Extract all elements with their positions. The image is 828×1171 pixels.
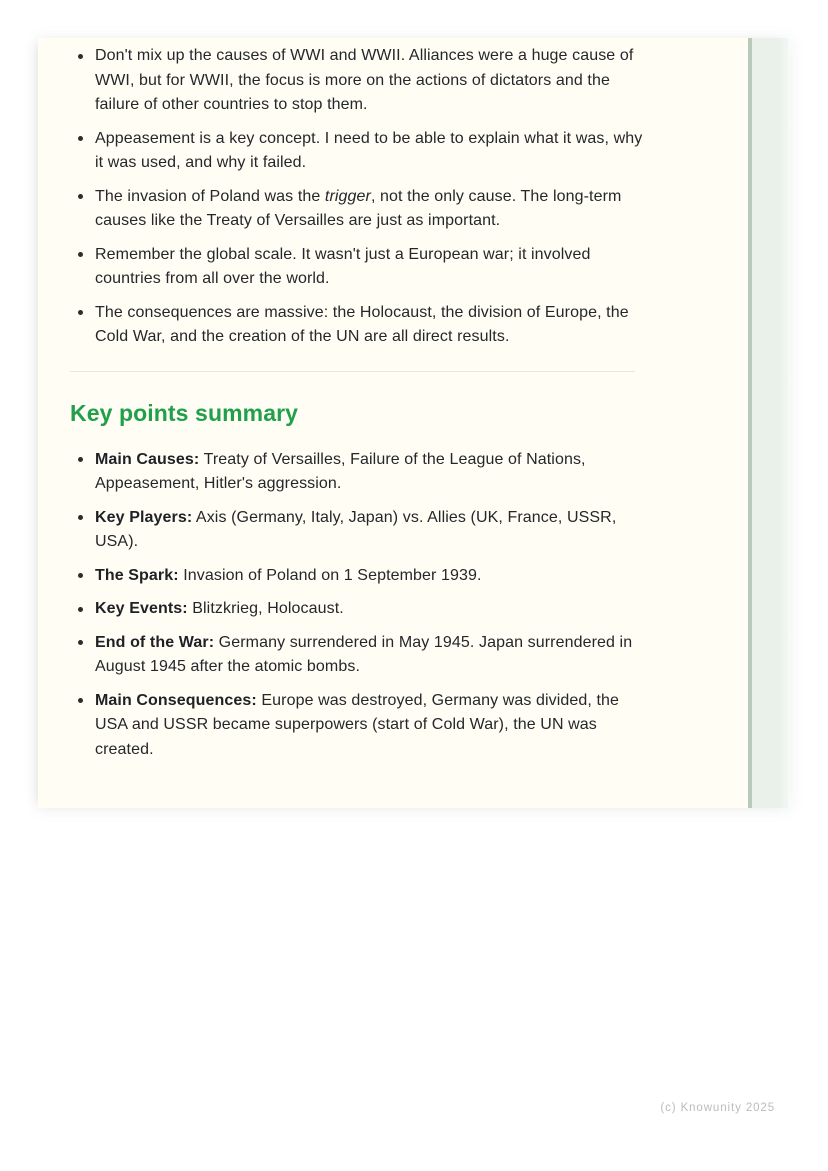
summary-item [70, 564, 645, 589]
summary-item-label: The Spark: [95, 566, 179, 584]
bullet-icon [78, 607, 83, 612]
bullet-icon [78, 573, 83, 578]
bullet-icon [78, 252, 83, 257]
summary-item-text: Invasion of Poland on 1 September 1939. [178, 566, 482, 584]
summary-item-label: Key Players: [95, 508, 193, 526]
summary-item-label: Main Consequences: [95, 691, 257, 709]
note-text: Appeasement is a key concept. I need to be able to explain what it was, why it was used, and why it failed. [95, 129, 643, 171]
note-item [70, 127, 645, 176]
copyright-footer: (c) Knowunity 2025 [660, 1102, 775, 1114]
bullet-icon [78, 136, 83, 141]
summary-item-label: End of the War: [95, 633, 215, 651]
page-edge-panel [752, 38, 790, 808]
bullet-icon [78, 640, 83, 645]
bullet-icon [78, 194, 83, 199]
summary-item-text: Germany surrendered in May 1945. Japan surrendered in August 1945 after the atomic bombs. [95, 633, 633, 675]
summary-item-text: Treaty of Versailles, Failure of the League of Nations, Appeasement, Hitler's aggression. [95, 450, 586, 492]
bullet-icon [78, 457, 83, 462]
summary-item-label: Main Causes: [95, 450, 200, 468]
bullet-icon [78, 698, 83, 703]
note-text: Remember the global scale. It wasn't just a European war; it involved countries from all over the world. [95, 245, 591, 287]
bullet-icon [78, 54, 83, 59]
note-item [70, 301, 645, 350]
summary-item [70, 506, 645, 555]
summary-item [70, 689, 645, 763]
summary-heading: Key points summary [70, 399, 299, 426]
document-page [38, 38, 790, 808]
bullet-icon [78, 310, 83, 315]
notes-list [70, 44, 645, 350]
summary-item-text: Axis (Germany, Italy, Japan) vs. Allies (UK, France, USSR, USA). [95, 508, 617, 550]
note-text: The invasion of Poland was the [95, 187, 325, 205]
summary-item [70, 597, 645, 622]
summary-item-text: Blitzkrieg, Holocaust. [187, 600, 344, 617]
summary-item-text: Europe was destroyed, Germany was divided, the USA and USSR became superpowers (start of Cold War), the UN was created. [95, 691, 620, 758]
note-item [70, 44, 645, 118]
note-emphasis-text: trigger [324, 187, 371, 205]
section-divider [70, 371, 635, 372]
note-item [70, 185, 645, 234]
summary-list [70, 448, 645, 763]
bullet-icon [78, 515, 83, 520]
note-text: The consequences are massive: the Holocaust, the division of Europe, the Cold War, and the creation of the UN are all direct results. [95, 303, 629, 345]
summary-item [70, 631, 645, 680]
note-text: Don't mix up the causes of WWI and WWII. Alliances were a huge cause of WWI, but for WWII, the focus is more on the actions of dictators and the failure of other countries to stop them. [95, 47, 634, 113]
page-content [38, 38, 645, 762]
summary-item [70, 448, 645, 497]
note-text: , not the only cause. The long-term causes like the Treaty of Versailles are just as important. [95, 187, 622, 229]
note-item [70, 243, 645, 292]
summary-item-label: Key Events: [95, 600, 188, 617]
